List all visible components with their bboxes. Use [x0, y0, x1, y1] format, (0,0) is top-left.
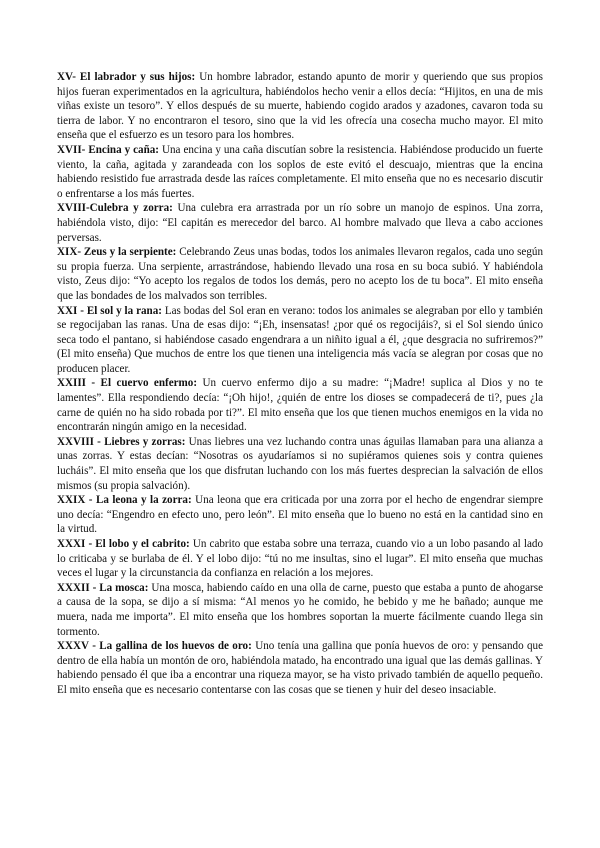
fable-title: XXXI - El lobo y el cabrito:	[57, 538, 190, 550]
fable-text: Un cuervo enfermo dijo a su madre: “¡Madre! suplica al Dios y no te lamentes”. Ella respondiendo decía: “¡Oh hijo!, ¿quién de entre los dioses se compadecerá de ti?, pues ¿la carne de quién no ha sido robada por ti?”. El mito enseña que los que tienen muchos enemigos en la vida no encontrarán ningún amigo en la necesidad.	[57, 377, 543, 434]
fable-title: XXVIII - Liebres y zorras:	[57, 435, 186, 448]
fable-text: Las bodas del Sol eran en verano: todos los animales se alegraban por ello y también se regocijaban las ranas. Una de esas dijo: “¡Eh, insensatas! ¿por qué os regocijáis?, si el Sol siendo único seca todo el pantano, si habiéndose casado engendrara a un niñito igual a él, ¿que desgracia no sufriremos?” (El mito enseña) Que muchos de entre los que tienen una inteligencia más vacía se alegran por cosas que no producen placer.	[57, 304, 543, 375]
document-page	[57, 70, 543, 698]
fable-title: XXXV - La gallina de los huevos de oro:	[57, 640, 252, 653]
fable-text: Celebrando Zeus unas bodas, todos los animales llevaron regalos, cada uno según su propia fuerza. Una serpiente, arrastrándose, habiendo llevado una rosa en su boca subió. Y habiéndola visto, Zeus dijo: “Yo acepto los regalos de todos los demás, pero no acepto los de tu boca”. El mito enseña que las bondades de los malvados son terribles.	[57, 246, 543, 302]
fable-text: Una encina y una caña discutían sobre la resistencia. Habiéndose producido un fuerte viento, la caña, agitada y zarandeada con los soplos de este evitó el descuajo, mientras que la encina habiendo resistido fue arrastrada desde las raíces completamente. El mito enseña que no es necesario discutir o enfrentarse a los más fuertes.	[57, 143, 543, 200]
fable-paragraph	[57, 435, 543, 493]
fable-text: Un hombre labrador, estando apunto de morir y queriendo que sus propios hijos fueran experimentados en la agricultura, habiéndolos hecho venir a ellos decía: “Hijitos, en una de mis viñas existe un tesoro”. Y ellos después de su muerte, habiendo cogido arados y azadones, cavaron toda su tierra de labor. Y no encontraron el tesoro, sino que la vid les ofrecía una cosecha mucho mayor. El mito enseña que el esfuerzo es un tesoro para los hombres.	[57, 71, 543, 142]
fable-paragraph	[57, 143, 543, 201]
fable-text: Una leona que era criticada por una zorra por el hecho de engendrar siempre uno decía: “Engendro en efecto uno, pero león”. El mito enseña que lo bueno no está en la cantidad sino en la virtud.	[57, 494, 543, 536]
fable-paragraph	[57, 581, 543, 639]
fable-title: XXI - El sol y la rana:	[57, 304, 162, 317]
fable-paragraph	[57, 304, 543, 377]
fable-paragraph	[57, 639, 543, 697]
fable-title: XXIX - La leona y la zorra:	[57, 494, 192, 507]
fable-title: XXXII - La mosca:	[57, 581, 149, 594]
fable-title: XV- El labrador y sus hijos:	[57, 71, 196, 83]
fable-text: Una mosca, habiendo caído en una olla de carne, puesto que estaba a punto de ahogarse a causa de la sopa, se dijo a sí misma: “Al menos yo he comido, he bebido y me he bañado; aunque me muera, nada me importa”. El mito enseña que los hombres soportan la muerte fácilmente cuando llega sin tormento.	[57, 581, 543, 638]
fable-title: XXIII - El cuervo enfermo:	[57, 377, 198, 390]
fable-paragraph	[57, 376, 543, 434]
fable-title: XVII- Encina y caña:	[57, 143, 159, 156]
fable-paragraph	[57, 537, 543, 581]
fable-text: Un cabrito que estaba sobre una terraza, cuando vio a un lobo pasando al lado lo criticaba y se burlaba de él. Y el lobo dijo: “tú no me insultas, sino el lugar”. El mito enseña que muchas veces el lugar y la circunstancia da confianza en relación a los mejores.	[57, 538, 543, 580]
fable-text: Unas liebres una vez luchando contra unas águilas llamaban para una alianza a unas zorras. Y estas decían: “Nosotras os ayudaríamos si no supiéramos quienes sois y contra quienes lucháis”. El mito enseña que los que disfrutan luchando con los más fuertes desprecian la salvación de ellos mismos (su propia salvación).	[57, 435, 543, 492]
fable-paragraph	[57, 201, 543, 245]
fable-paragraph	[57, 493, 543, 537]
fable-paragraph	[57, 70, 543, 143]
fable-text: Una culebra era arrastrada por un río sobre un manojo de espinos. Una zorra, habiéndola visto, dijo: “El capitán es merecedor del barco. Al hombre malvado que lleva a cabo acciones perversas.	[57, 202, 544, 244]
fable-text: Uno tenía una gallina que ponía huevos de oro: y pensando que dentro de ella había un montón de oro, habiéndola matado, ha encontrado una igual que las demás gallinas. Y habiendo pensado él que iba a encontrar una riqueza mayor, se ha visto privado también de aquello pequeño. El mito enseña que es necesario contentarse con las cosas que se tienen y huir del deseo insaciable.	[57, 640, 543, 696]
fable-paragraph	[57, 245, 543, 303]
fable-title: XVIII-Culebra y zorra:	[57, 202, 173, 215]
fable-title: XIX- Zeus y la serpiente:	[57, 246, 177, 259]
